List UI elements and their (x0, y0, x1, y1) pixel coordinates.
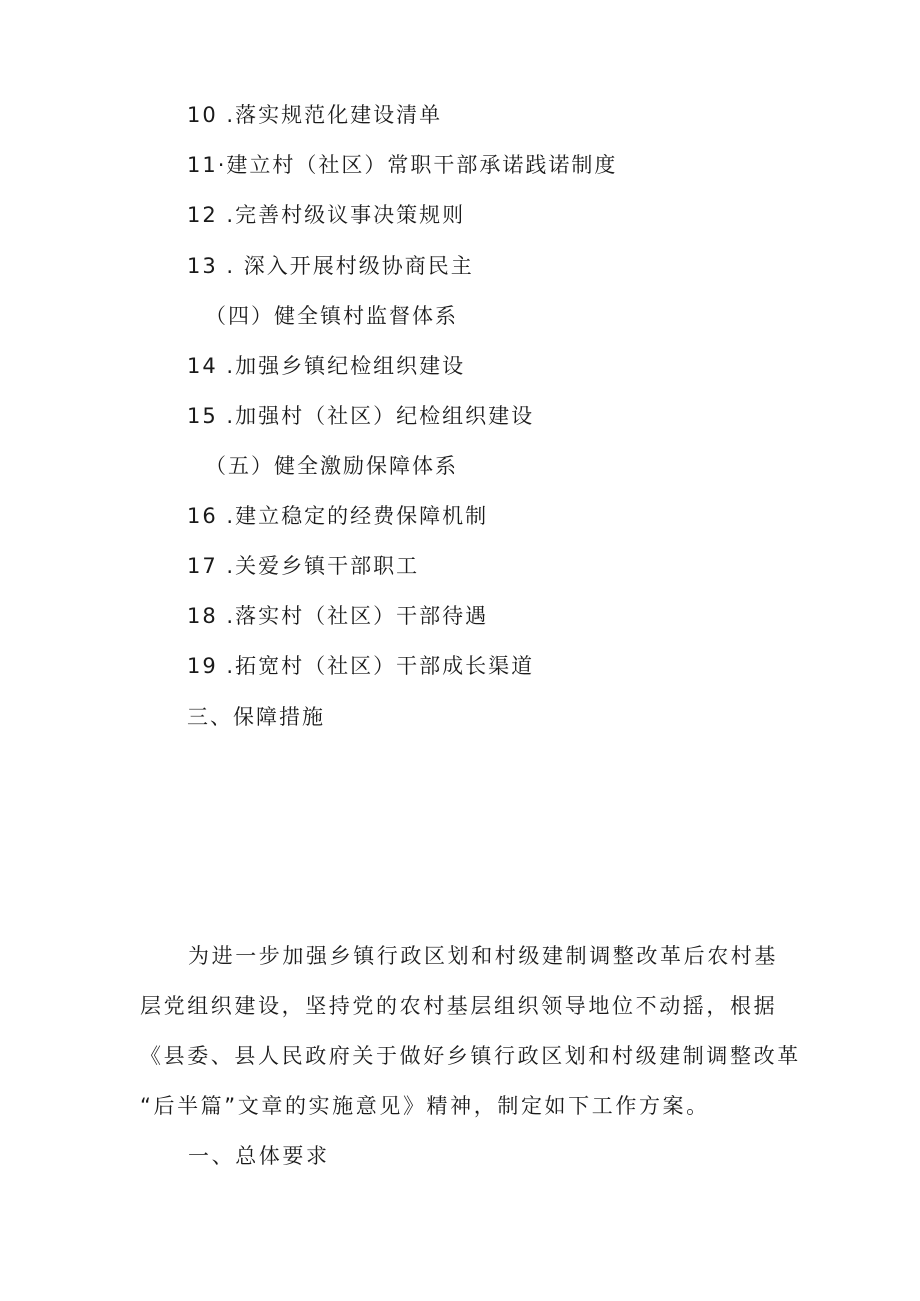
outline-section-3: 三、保障措施 (187, 705, 325, 729)
outline-subsection-5: （五）健全激励保障体系 (205, 454, 458, 478)
outline-item-19: 19 .拓宽村（社区）干部成长渠道 (187, 654, 535, 678)
section-heading-overall-requirements: 一、总体要求 (188, 1144, 330, 1168)
outline-item-13: 13 . 深入开展村级协商民主 (187, 254, 474, 278)
outline-item-12: 12 .完善村级议事决策规则 (187, 203, 466, 227)
paragraph-line-2: 层党组织建设，坚持党的农村基层组织领导地位不动摇，根据 (140, 994, 778, 1018)
outline-subsection-4: （四）健全镇村监督体系 (205, 304, 458, 328)
outline-item-10: 10 .落实规范化建设清单 (187, 103, 443, 127)
paragraph-line-3: 《县委、县人民政府关于做好乡镇行政区划和村级建制调整改革 (140, 1044, 801, 1068)
outline-item-16: 16 .建立稳定的经费保障机制 (187, 504, 489, 528)
outline-item-18: 18 .落实村（社区）干部待遇 (187, 604, 489, 628)
paragraph-line-1: 为进一步加强乡镇行政区划和村级建制调整改革后农村基 (188, 944, 778, 968)
outline-item-14: 14 .加强乡镇纪检组织建设 (187, 354, 466, 378)
paragraph-line-4: “后半篇”文章的实施意见》精神，制定如下工作方案。 (140, 1094, 710, 1118)
outline-item-17: 17 .关爱乡镇干部职工 (187, 554, 420, 578)
outline-item-11: 11·建立村（社区）常职干部承诺践诺制度 (187, 153, 618, 177)
outline-item-15: 15 .加强村（社区）纪检组织建设 (187, 404, 535, 428)
